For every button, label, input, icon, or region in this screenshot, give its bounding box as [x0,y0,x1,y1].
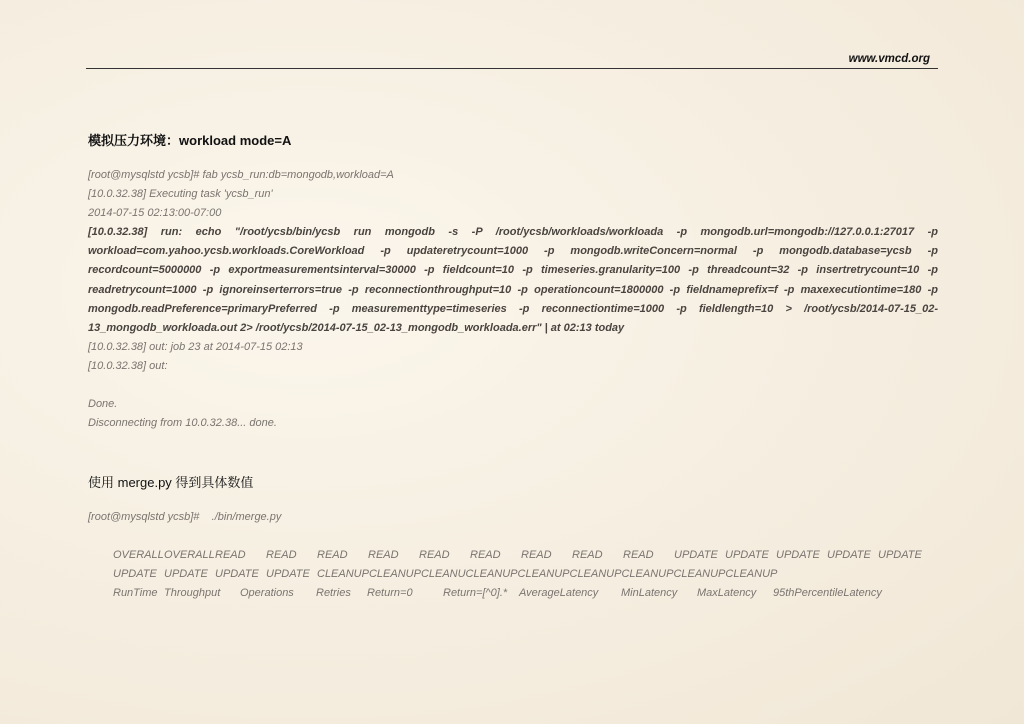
header-rule [86,68,938,69]
console-output [88,166,938,433]
merge-column-header: CLEANUP [368,568,421,580]
merge-column-header: CLEANUCLEANUP [420,568,518,580]
merge-column-header: READ [215,549,246,561]
merge-column-header: OVERALL [113,549,164,561]
merge-column-header: CLEANUP [569,568,622,580]
merge-column-header: Return=[^0].* [443,587,508,599]
header-url: www.vmcd.org [848,53,930,65]
merge-column-header: MaxLatency [697,587,757,599]
console-line: [10.0.32.38] out: job 23 at 2014-07-15 02:13 [88,341,303,354]
merge-column-header: MinLatency [621,587,678,599]
merge-column-header: READ [317,549,348,561]
merge-column-header: UPDATE [878,549,922,561]
console-line: Disconnecting from 10.0.32.38... done. [88,417,277,430]
merge-column-header: UPDATE [113,568,157,580]
section1-title-en: workload mode=A [179,133,292,148]
merge-column-header: READ [623,549,654,561]
merge-column-header: CLEANUP [673,568,726,580]
merge-prompt: [root@mysqlstd ycsb]# ./bin/merge.py [88,511,282,523]
merge-column-header: CLEANUP [317,568,369,580]
merge-column-header: READ [368,549,399,561]
merge-column-header: UPDATE [776,549,820,561]
merge-column-header: UPDATE [674,549,718,561]
merge-column-header: UPDATE [827,549,871,561]
console-line: 2014-07-15 02:13:00-07:00 [88,207,222,219]
merge-column-header: Return=0 [367,587,413,599]
merge-column-header: READ [470,549,501,561]
merge-column-header: CLEANUP [725,568,778,580]
merge-column-header: UPDATE [725,549,769,561]
merge-column-header: Operations [240,587,294,599]
merge-column-header: READ [521,549,552,561]
merge-column-header: UPDATE [164,568,208,580]
merge-column-header: Throughput [164,587,221,599]
section1-title-cn: 模拟压力环境： [88,133,180,148]
merge-column-header: 95thPercentileLatency [773,587,882,599]
section2-title: 使用 merge.py 得到具体数值 [88,475,254,490]
console-line: [root@mysqlstd ycsb]# fab ycsb_run:db=mongodb,workload=A [88,169,394,181]
console-line: [10.0.32.38] out: [88,360,168,373]
merge-column-header: READ [572,549,603,561]
merge-output [113,546,933,603]
merge-column-header: CLEANUP [621,568,674,580]
run-command: [10.0.32.38] run: echo "/root/ycsb/bin/ycsb run mongodb -s -P /root/ycsb/workloads/workloada -p mongodb.url=mongodb://127.0.0.1:27017 -p workload=com.yahoo.ycsb.workloads.CoreWorkload -p updateretrycount=1000 -p mongodb.writeConcern=normal -p mongodb.database=ycsb -p recordcount=5000000 -p exportmeasurementsinterval=30000 -p fieldcount=10 -p timeseries.granularity=100 -p threadcount=32 -p insertretrycount=10 -p readretrycount=1000 -p ignoreinserterrors=true -p reconnectionthroughput=10 -p operationcount=1800000 -p fieldnameprefix=f -p maxexecutiontime=180 -p mongodb.readPreference=primaryPreferred -p measurementtype=timeseries -p reconnectiontime=1000 -p fieldlength=10 > /root/ycsb/2014-07-15_02-13_mongodb_workloada.out 2> /root/ycsb/2014-07-15_02-13_mongodb_workloada.err" | at 02:13 today [88,226,938,335]
merge-header-row [113,565,933,584]
merge-column-header: OVERALL [164,549,215,561]
merge-header-row [113,584,933,603]
merge-column-header: Retries [316,587,351,599]
merge-column-header: UPDATE [215,568,259,580]
merge-column-header: UPDATE [266,568,310,580]
merge-column-header: READ [419,549,450,561]
merge-column-header: READ [266,549,297,561]
merge-column-header: AverageLatency [519,587,599,599]
merge-header-row [113,546,933,565]
section1-title [88,130,291,149]
console-line: [10.0.32.38] Executing task 'ycsb_run' [88,188,273,200]
merge-column-header: CLEANUP [517,568,570,580]
console-line: Done. [88,398,118,411]
merge-column-header: RunTime [113,587,158,599]
